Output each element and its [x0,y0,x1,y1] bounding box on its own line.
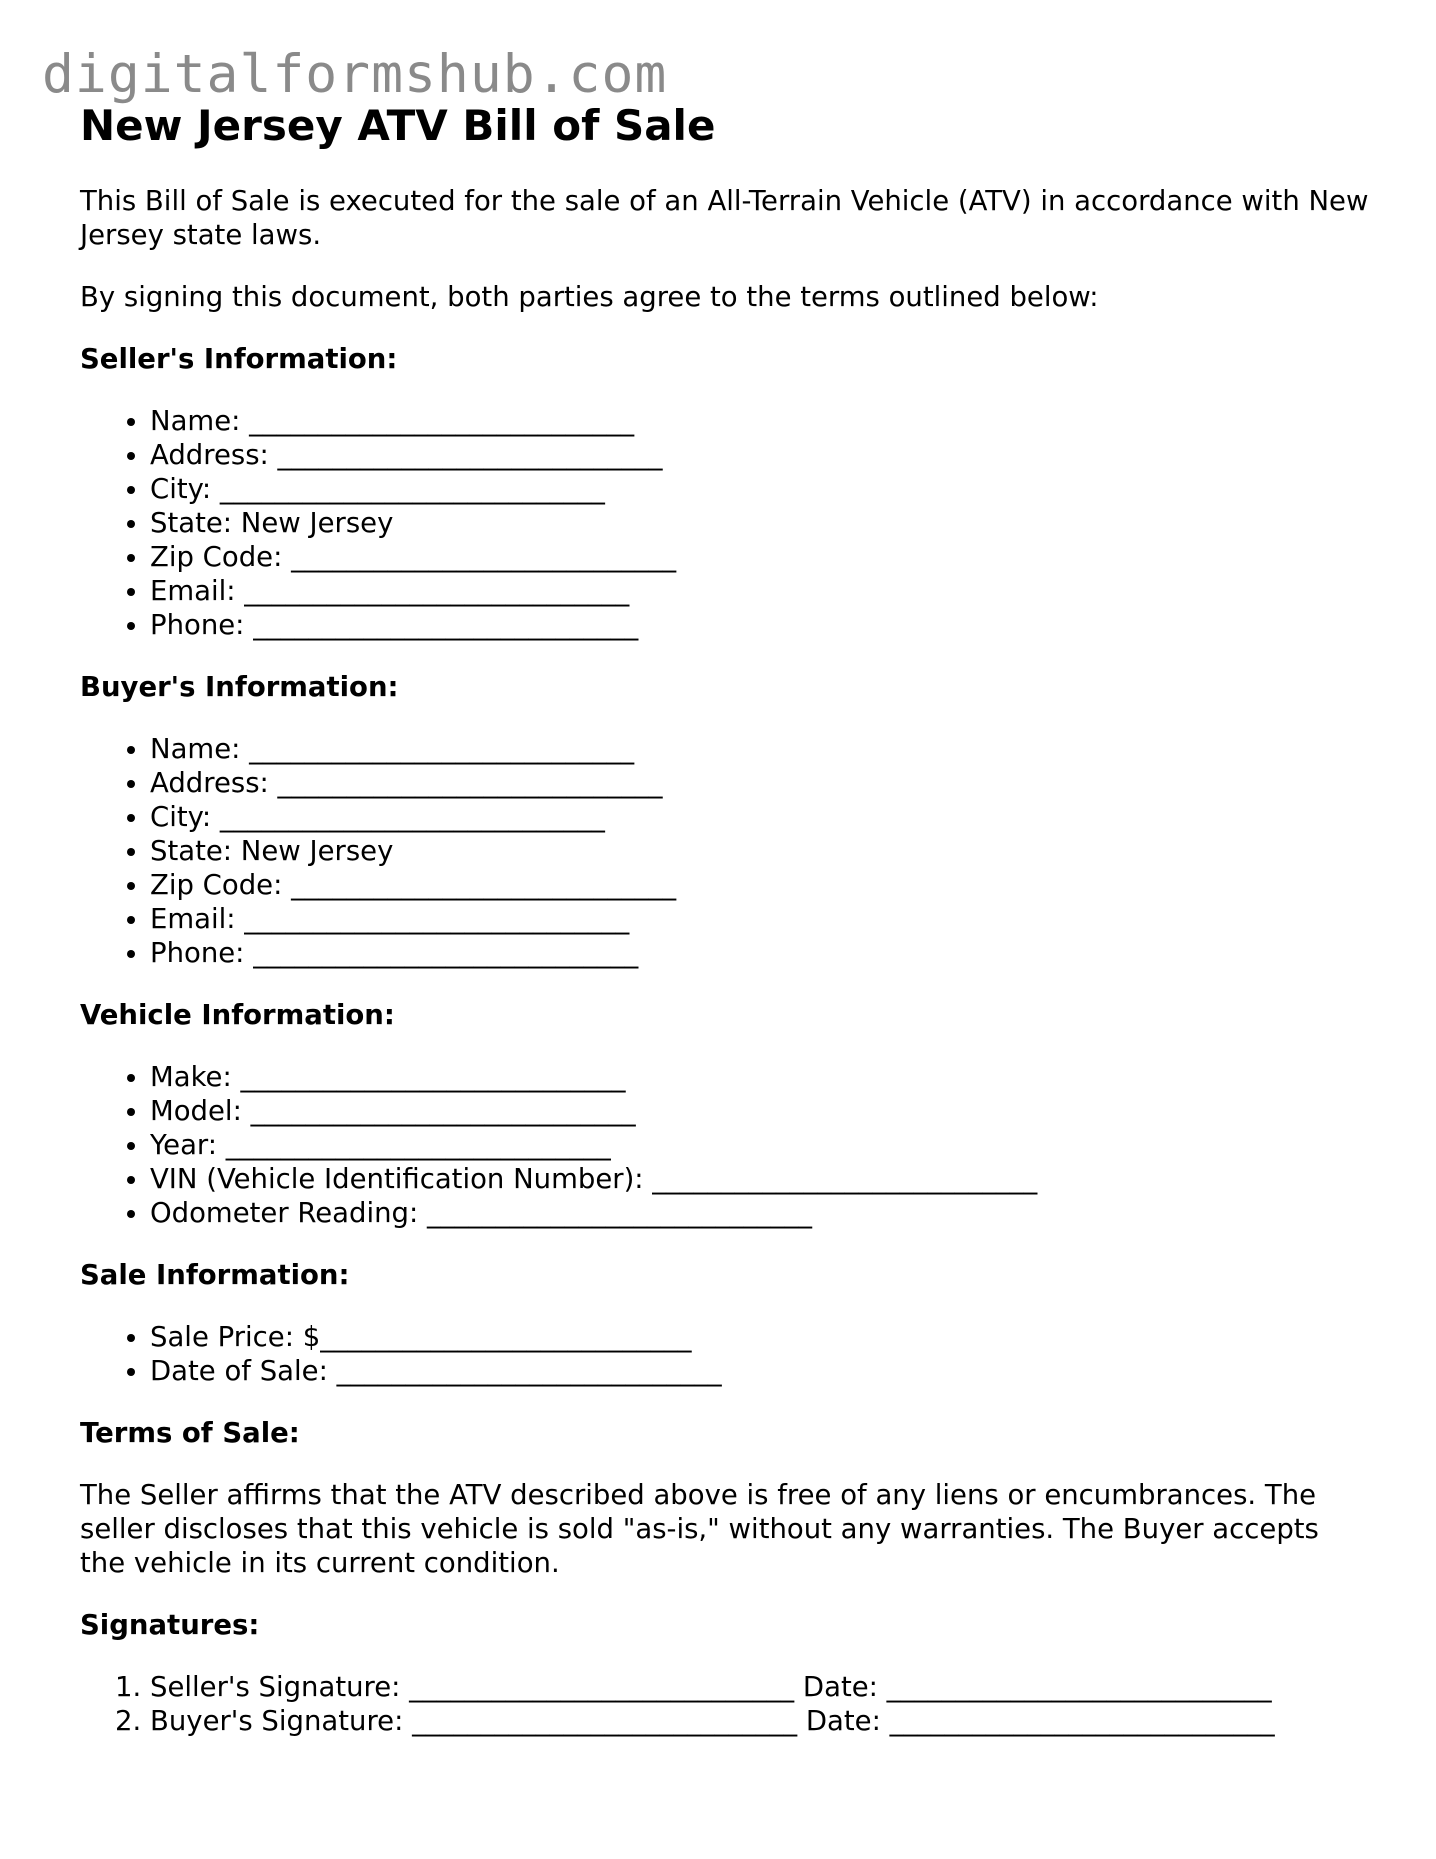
sale-heading: Sale Information: [80,1259,350,1291]
seller-fields [80,404,1370,642]
signatures-heading: Signatures: [80,1609,260,1641]
vehicle-year-field[interactable]: • Year: ____________________________ [150,1128,1370,1162]
vehicle-heading: Vehicle Information: [80,999,395,1031]
buyer-signature-line[interactable]: 2. Buyer's Signature: ____________________________ Date: ____________________________ [150,1704,1370,1738]
seller-address-field[interactable]: • Address: ____________________________ [150,438,1370,472]
buyer-heading: Buyer's Information: [80,671,399,703]
vehicle-make-field[interactable]: • Make: ____________________________ [150,1060,1370,1094]
seller-state-field: • State: New Jersey [150,506,1370,540]
seller-signature-line[interactable]: 1. Seller's Signature: ____________________________ Date: ____________________________ [150,1670,1370,1704]
intro-paragraph: This Bill of Sale is executed for the sale of an All-Terrain Vehicle (ATV) in accordance with New Jersey state laws. [80,185,1369,251]
seller-zip-field[interactable]: • Zip Code: ____________________________ [150,540,1370,574]
seller-name-field[interactable]: • Name: ____________________________ [150,404,1370,438]
buyer-state-field: • State: New Jersey [150,834,1370,868]
vehicle-model-field[interactable]: • Model: ____________________________ [150,1094,1370,1128]
watermark: digitalformshub.com [42,44,668,105]
sale-price-field[interactable]: • Sale Price: $___________________________ [150,1320,1370,1354]
vehicle-vin-field[interactable]: • VIN (Vehicle Identification Number): ____________________________ [150,1162,1370,1196]
terms-paragraph: The Seller affirms that the ATV described above is free of any liens or encumbrances. The seller discloses that this vehicle is sold "as-is," without any warranties. The Buyer accepts the vehicle in its current condition. [80,1479,1319,1579]
buyer-zip-field[interactable]: • Zip Code: ____________________________ [150,868,1370,902]
buyer-name-field[interactable]: • Name: ____________________________ [150,732,1370,766]
document [80,96,1370,1738]
buyer-address-field[interactable]: • Address: ____________________________ [150,766,1370,800]
seller-city-field[interactable]: • City: ____________________________ [150,472,1370,506]
sale-fields [80,1320,1370,1388]
terms-heading: Terms of Sale: [80,1417,300,1449]
vehicle-odometer-field[interactable]: • Odometer Reading: ____________________________ [150,1196,1370,1230]
vehicle-fields [80,1060,1370,1230]
buyer-city-field[interactable]: • City: ____________________________ [150,800,1370,834]
buyer-email-field[interactable]: • Email: ____________________________ [150,902,1370,936]
seller-email-field[interactable]: • Email: ____________________________ [150,574,1370,608]
agreement-paragraph: By signing this document, both parties agree to the terms outlined below: [80,281,1099,313]
seller-heading: Seller's Information: [80,343,398,375]
signature-lines [80,1670,1370,1738]
buyer-fields [80,732,1370,970]
sale-date-field[interactable]: • Date of Sale: ____________________________ [150,1354,1370,1388]
page-title: New Jersey ATV Bill of Sale [80,101,716,150]
buyer-phone-field[interactable]: • Phone: ____________________________ [150,936,1370,970]
seller-phone-field[interactable]: • Phone: ____________________________ [150,608,1370,642]
